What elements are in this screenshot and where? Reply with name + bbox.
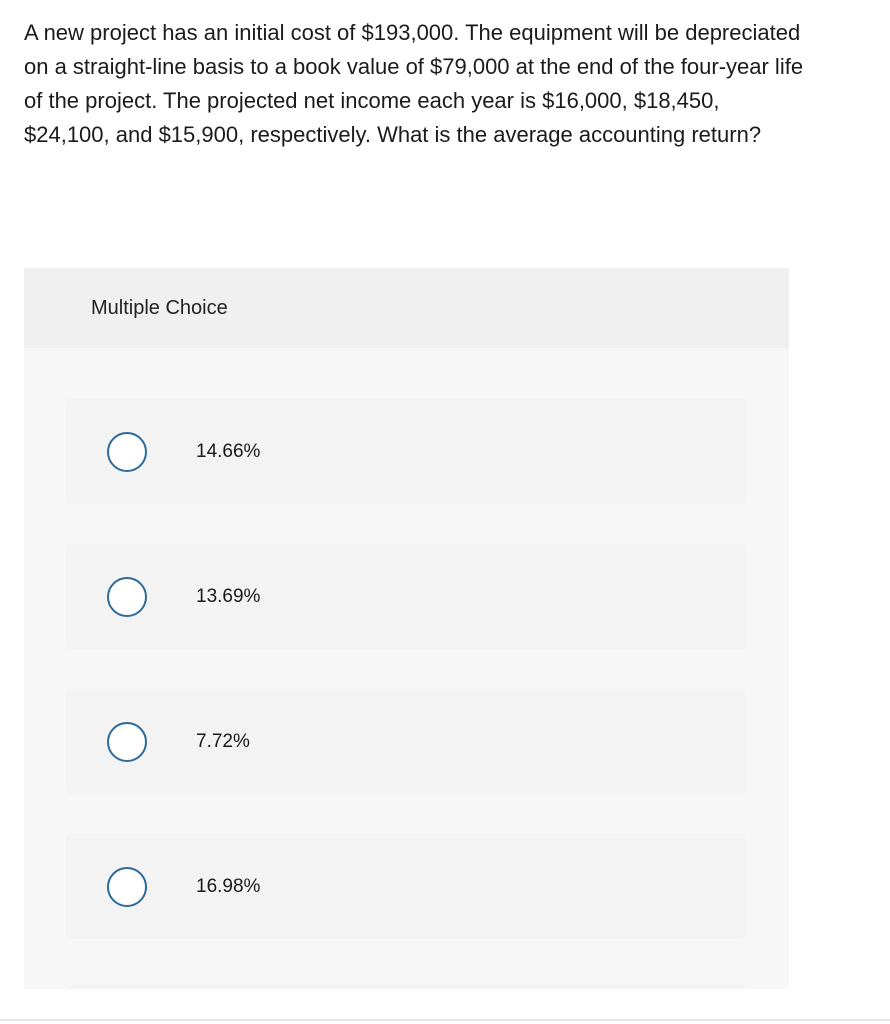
choice-list — [66, 399, 745, 979]
radio-button-icon[interactable] — [107, 722, 147, 762]
choice-option-partial[interactable] — [66, 985, 745, 989]
radio-button-icon[interactable] — [107, 577, 147, 617]
multiple-choice-panel — [24, 268, 789, 989]
choice-option-4[interactable] — [66, 834, 745, 939]
choice-label: 16.98% — [196, 875, 261, 897]
divider — [0, 1019, 890, 1021]
question-text: A new project has an initial cost of $193,000. The equipment will be depreciated on a straight-line basis to a book value of $79,000 at the end of the four-year life of the project. The projected net income each year is $16,000, $18,450, $24,100, and $15,900, respectively. What is the average accounting return? — [24, 20, 804, 147]
choice-label: 14.66% — [196, 440, 261, 462]
choice-label: 13.69% — [196, 585, 261, 607]
radio-button-icon[interactable] — [107, 432, 147, 472]
choice-option-2[interactable] — [66, 544, 745, 649]
multiple-choice-header: Multiple Choice — [24, 268, 789, 348]
choice-option-1[interactable] — [66, 399, 745, 504]
radio-button-icon[interactable] — [107, 867, 147, 907]
choice-label: 7.72% — [196, 730, 250, 752]
choice-option-3[interactable] — [66, 689, 745, 794]
